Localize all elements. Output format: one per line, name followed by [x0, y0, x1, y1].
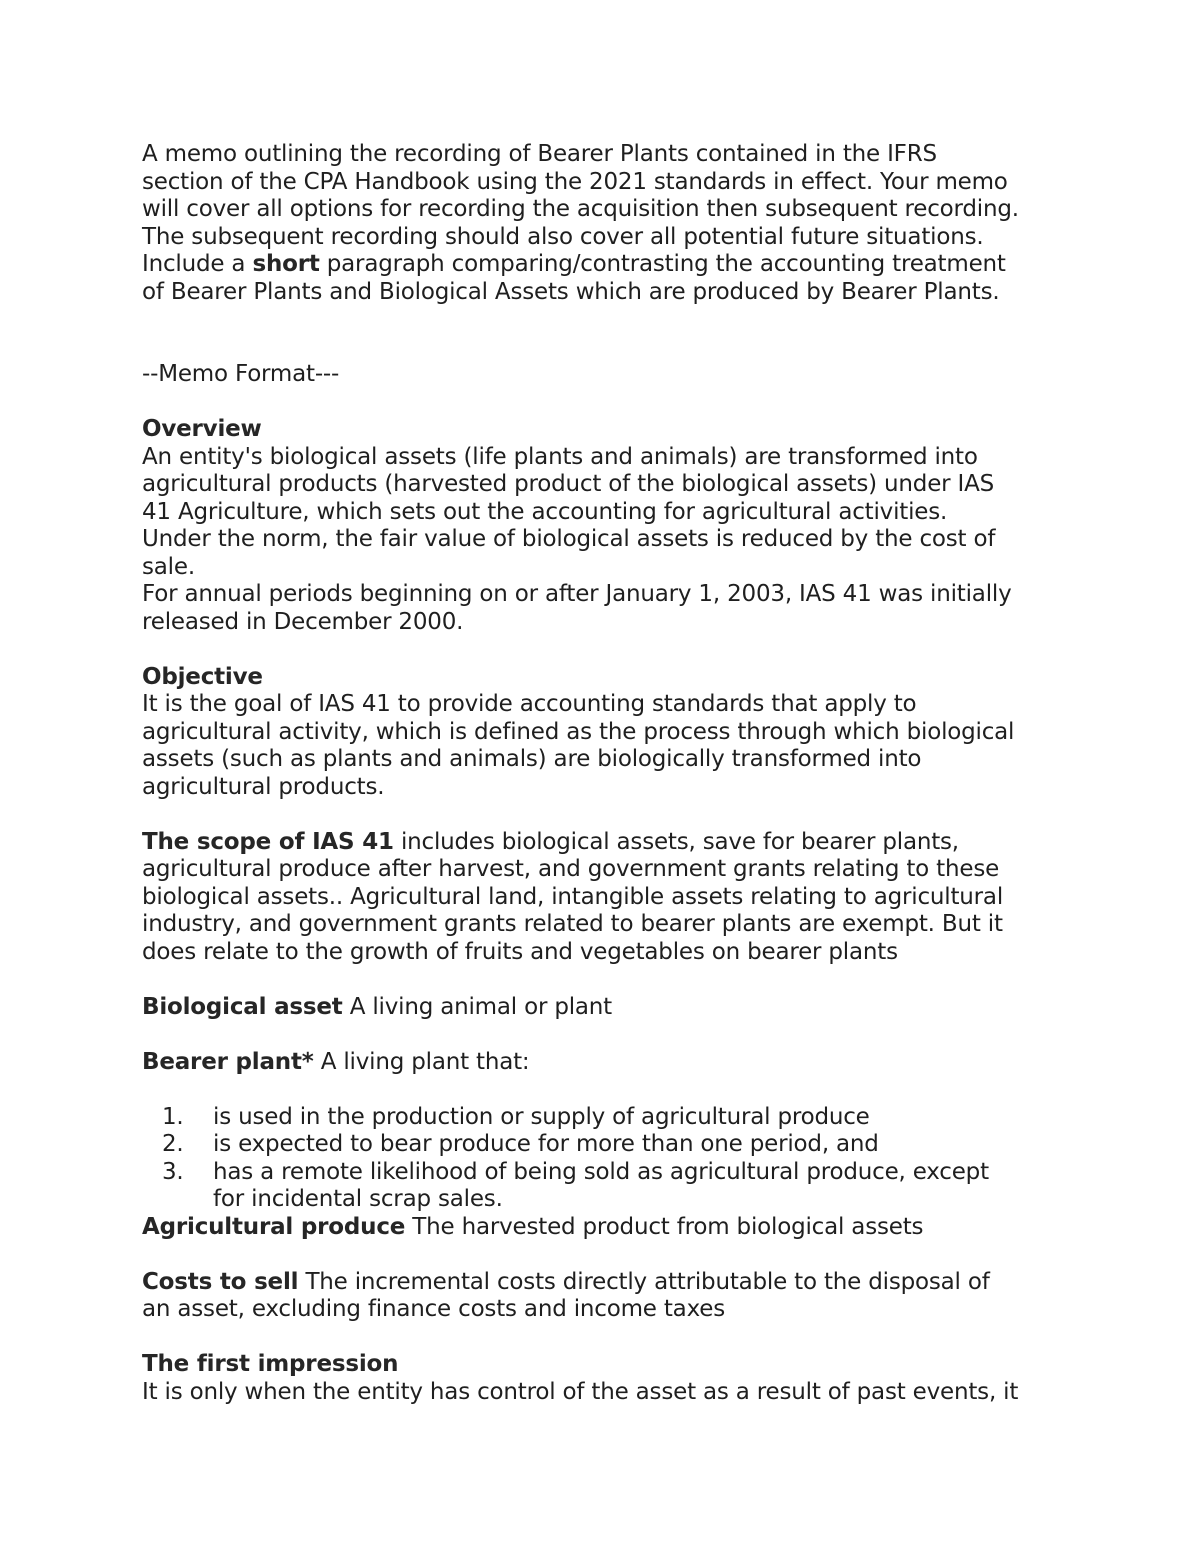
biological-asset-definition — [142, 994, 1102, 1022]
agricultural-produce-definition — [142, 1214, 1102, 1242]
biological-asset-text: A living animal or plant — [342, 993, 612, 1020]
intro-line: of Bearer Plants and Biological Assets which are produced by Bearer Plants. — [142, 278, 1000, 305]
list-item-text: is used in the production or supply of agricultural produce — [213, 1103, 870, 1130]
scope-text: includes biological assets, save for bearer plants, — [393, 828, 959, 855]
scope-line: agricultural produce after harvest, and government grants relating to these — [142, 856, 1000, 882]
list-item-text: for incidental scrap sales. — [213, 1186, 503, 1212]
intro-line: The subsequent recording should also cover all potential future situations. — [142, 223, 984, 250]
intro-text: paragraph comparing/contrasting the accounting treatment — [319, 251, 1006, 277]
agricultural-produce-text: The harvested product from biological assets — [405, 1213, 924, 1240]
document-page — [142, 141, 1102, 1406]
intro-emphasis: short — [252, 251, 320, 277]
objective-line: It is the goal of IAS 41 to provide accounting standards that apply to — [142, 691, 917, 717]
intro-line: section of the CPA Handbook using the 2021 standards in effect. Your memo — [142, 168, 1008, 195]
list-number: 3. — [162, 1158, 184, 1185]
scope-line: biological assets.. Agricultural land, intangible assets relating to agricultural — [142, 883, 1004, 910]
overview-line: For annual periods beginning on or after January 1, 2003, IAS 41 was initially — [142, 581, 1012, 607]
overview-line: sale. — [142, 553, 195, 580]
scope-line: industry, and government grants related to bearer plants are exempt. But it — [142, 911, 1003, 937]
agricultural-produce-term: Agricultural produce — [142, 1213, 406, 1240]
list-item — [142, 1131, 1102, 1159]
list-number: 2. — [162, 1131, 184, 1157]
first-impression-line: It is only when the entity has control of the asset as a result of past events, it — [142, 1378, 1019, 1405]
bearer-plant-term: Bearer plant* — [142, 1048, 314, 1075]
list-item — [142, 1104, 1102, 1132]
objective-section — [142, 664, 1102, 802]
scope-section — [142, 829, 1102, 967]
objective-heading: Objective — [142, 663, 263, 690]
overview-line: 41 Agriculture, which sets out the accounting for agricultural activities. — [142, 498, 948, 525]
intro-text: Include a — [142, 251, 253, 277]
costs-to-sell-text: The incremental costs directly attributable to the disposal of — [298, 1268, 990, 1295]
bearer-plant-definition — [142, 1049, 1102, 1077]
overview-line: released in December 2000. — [142, 608, 464, 635]
overview-line: An entity's biological assets (life plants and animals) are transformed into — [142, 443, 978, 470]
objective-line: agricultural activity, which is defined as the process through which biological — [142, 718, 1015, 745]
scope-heading: The scope of IAS 41 — [142, 828, 394, 855]
list-number: 1. — [162, 1103, 184, 1130]
scope-line: does relate to the growth of fruits and vegetables on bearer plants — [142, 938, 898, 965]
overview-line: Under the norm, the fair value of biological assets is reduced by the cost of — [142, 526, 996, 552]
memo-format-label: --Memo Format--- — [142, 361, 340, 387]
bearer-plant-criteria-list — [142, 1104, 1102, 1214]
list-item-text: is expected to bear produce for more than one period, and — [213, 1131, 879, 1157]
intro-paragraph — [142, 141, 1102, 306]
list-item — [142, 1159, 1102, 1214]
objective-line: agricultural products. — [142, 773, 385, 800]
intro-line: A memo outlining the recording of Bearer Plants contained in the IFRS — [142, 141, 937, 167]
overview-section — [142, 416, 1102, 636]
bearer-plant-text: A living plant that: — [313, 1048, 530, 1075]
costs-to-sell-definition — [142, 1269, 1102, 1324]
costs-to-sell-text: an asset, excluding finance costs and income taxes — [142, 1296, 726, 1322]
intro-line: will cover all options for recording the acquisition then subsequent recording. — [142, 196, 1019, 222]
intro-line — [142, 251, 1102, 279]
first-impression-section — [142, 1351, 1102, 1406]
scope-line — [142, 829, 1102, 857]
costs-to-sell-term: Costs to sell — [142, 1268, 299, 1295]
overview-heading: Overview — [142, 416, 262, 442]
list-item-text: has a remote likelihood of being sold as agricultural produce, except — [213, 1158, 989, 1185]
biological-asset-term: Biological asset — [142, 993, 343, 1020]
overview-line: agricultural products (harvested product of the biological assets) under IAS — [142, 471, 995, 497]
first-impression-heading: The first impression — [142, 1351, 399, 1377]
objective-line: assets (such as plants and animals) are biologically transformed into — [142, 746, 922, 772]
